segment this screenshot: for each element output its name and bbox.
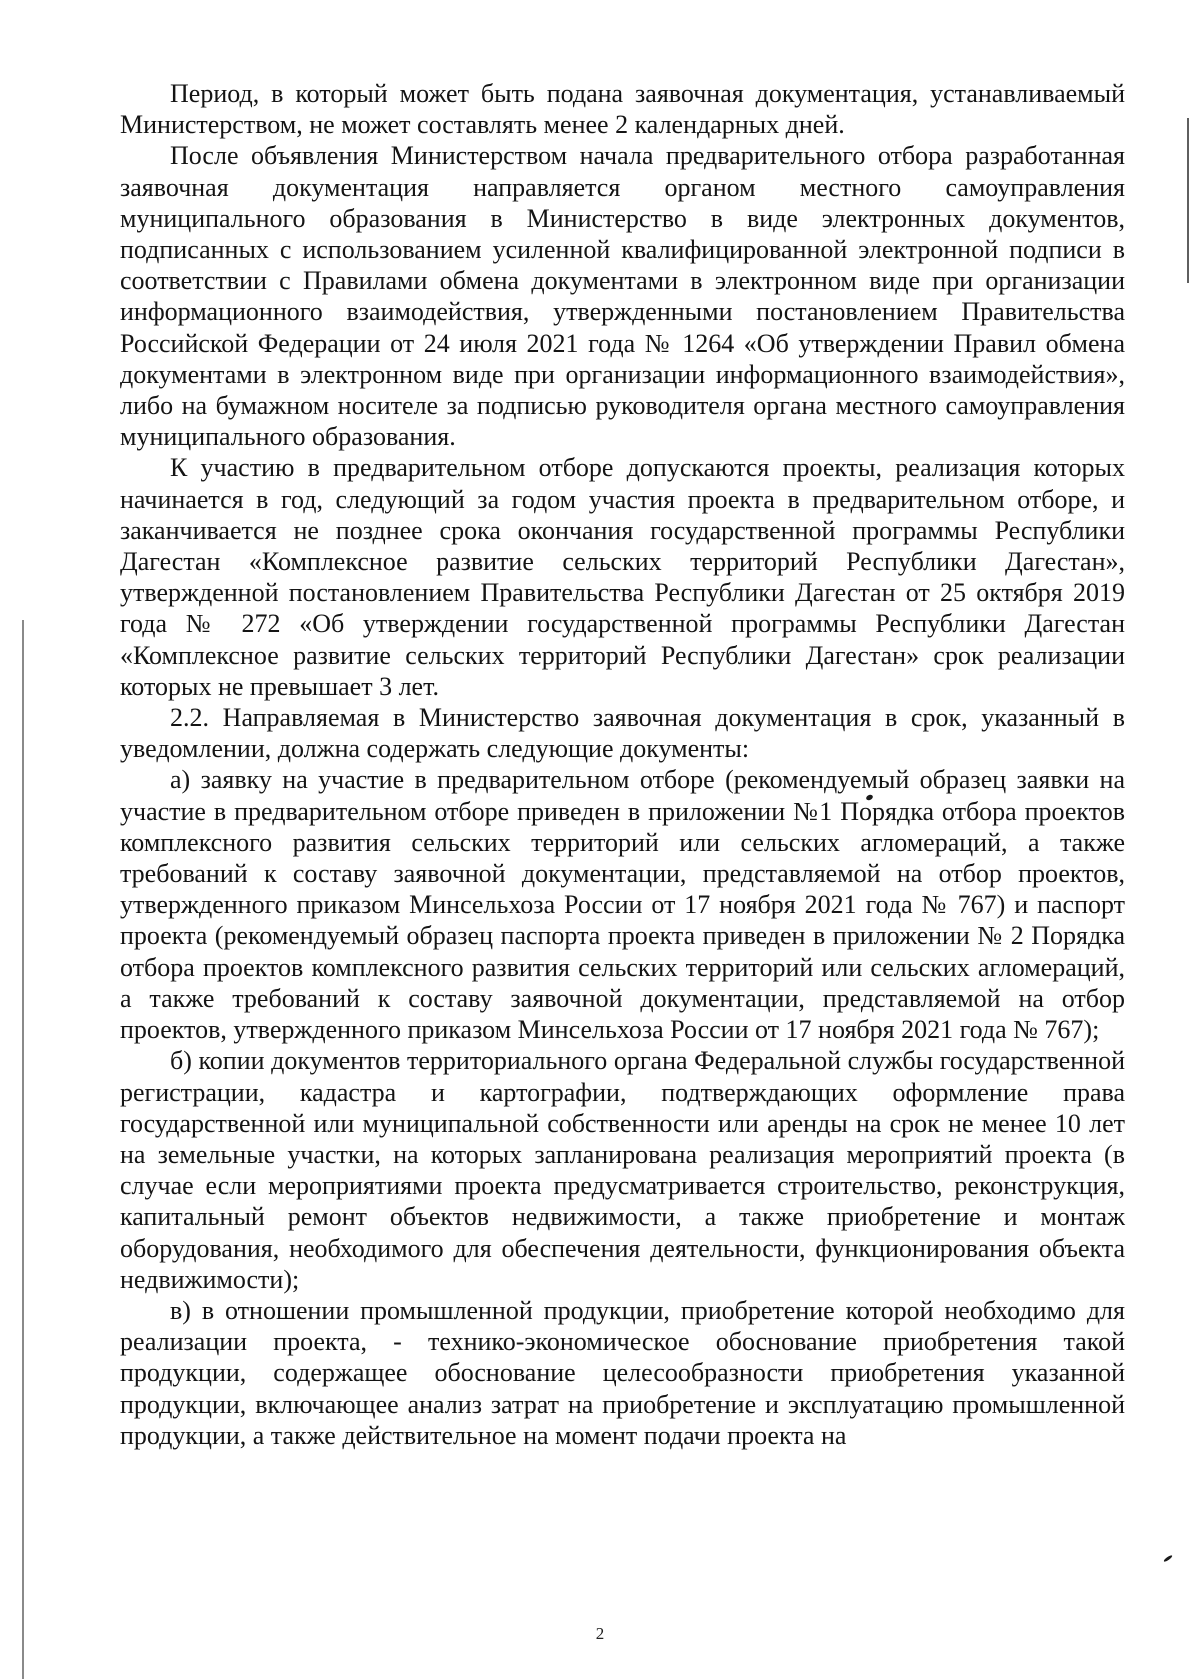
scan-artifact-line	[1187, 118, 1189, 283]
document-body	[120, 78, 1125, 1451]
page-number: 2	[595, 1624, 605, 1643]
paragraph-admission-criteria: К участию в предварительном отборе допускаются проекты, реализация которых начинается в год, следующий за годом участия проекта в предварительном отборе, и заканчивается не позднее срока окончания государственной программы Республики Дагестан «Комплексное развитие сельских территорий Республики Дагестан», утвержденной постановлением Правительства Республики Дагестан от 25 октября 2019 года № 272 «Об утверждении государственной программы Республики Дагестан «Комплексное развитие сельских территорий Республики Дагестан» срок реализации которых не превышает 3 лет.	[120, 453, 1125, 701]
paragraph-submission-method: После объявления Министерством начала предварительного отбора разработанная заявочная документация направляется органом местного самоуправления муниципального образования в Министерство в виде электронных документов, подписанных с использованием усиленной квалифицированной электронной подписи в соответствии с Правилами обмена документами в электронном виде при организации информационного взаимодействия, утвержденными постановлением Правительства Российской Федерации от 24 июля 2021 года № 1264 «Об утверждении Правил обмена документами в электронном виде при организации информационного взаимодействия», либо на бумажном носителе за подписью руководителя органа местного самоуправления муниципального образования.	[120, 141, 1125, 452]
paragraph-item-b: б) копии документов территориального органа Федеральной службы государственной регистрации, кадастра и картографии, подтверждающих оформление права государственной или муниципальной собственности или аренды на срок не менее 10 лет на земельные участки, на которых запланирована реализация мероприятий проекта (в случае если мероприятиями проекта предусматривается строительство, реконструкция, капитальный ремонт объектов недвижимости, а также приобретение и монтаж оборудования, необходимого для обеспечения деятельности, функционирования объекта недвижимости);	[120, 1046, 1125, 1294]
scan-artifact-speck	[1163, 1554, 1173, 1562]
paragraph-section-2-2: 2.2. Направляемая в Министерство заявочная документация в срок, указанный в уведомлении, должна содержать следующие документы:	[120, 703, 1125, 764]
paragraph-submission-period: Период, в который может быть подана заявочная документация, устанавливаемый Министерством, не может составлять менее 2 календарных дней.	[120, 79, 1125, 140]
paragraph-item-v: в) в отношении промышленной продукции, приобретение которой необходимо для реализации проекта, - технико-экономическое обоснование приобретения такой продукции, содержащее обоснование целесообразности приобретения указанной продукции, включающее анализ затрат на приобретение и эксплуатацию промышленной продукции, а также действительное на момент подачи проекта на	[120, 1295, 1125, 1450]
paragraph-item-a: а) заявку на участие в предварительном отборе (рекомендуемый образец заявки на участие в предварительном отборе приведен в приложении №1 Порядка отбора проектов комплексного развития сельских территорий или сельских агломераций, а также требований к составу заявочной документации, представляемой на отбор проектов, утвержденного приказом Минсельхоза России от 17 ноября 2021 года № 767) и паспорт проекта (рекомендуемый образец паспорта проекта приведен в приложении № 2 Порядка отбора проектов комплексного развития сельских территорий или сельских агломераций, а также требований к составу заявочной документации, представляемой на отбор проектов, утвержденного приказом Минсельхоза России от 17 ноября 2021 года № 767);	[120, 765, 1125, 1045]
scan-artifact-line	[22, 620, 24, 1679]
